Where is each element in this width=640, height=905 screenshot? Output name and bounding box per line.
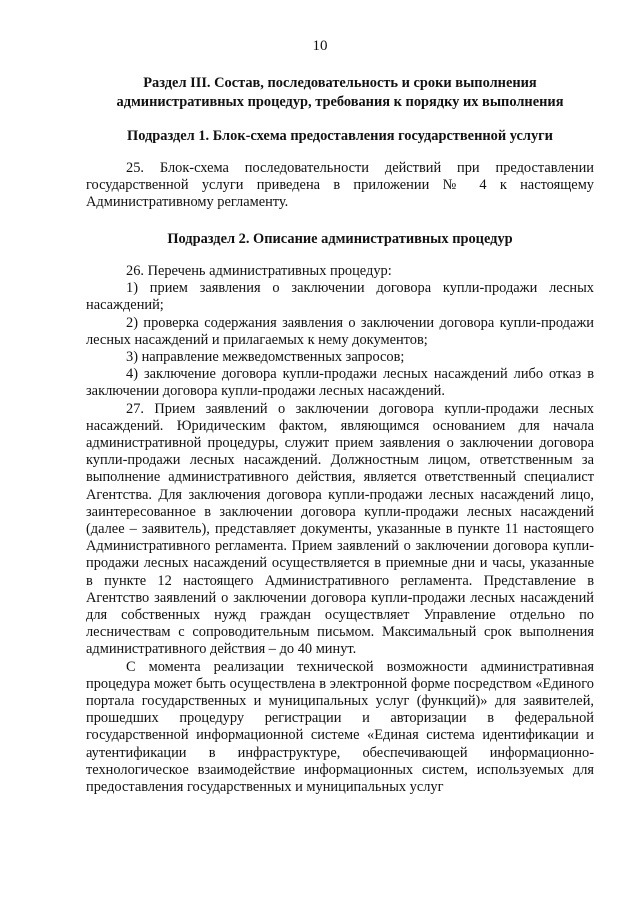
section-heading-line-1: Раздел III. Состав, последовательность и сроки выполнения [143, 75, 537, 91]
subsection-1-heading: Подраздел 1. Блок-схема предоставления государственной услуги [127, 128, 553, 144]
subsection-2-heading: Подраздел 2. Описание административных процедур [167, 231, 513, 247]
main-text-block [86, 263, 594, 796]
list-item: 1) прием заявления о заключении договора купли-продажи лесных насаждений; [86, 280, 594, 314]
paragraph-27: 27. Прием заявлений о заключении договора купли-продажи лесных насаждений. Юридическим фактом, являющимся основанием для начала административной процедуры, служит прием заявления о заключении договора купли-продажи лесных насаждений. Должностным лицом, ответственным за выполнение административного действия, является ответственный специалист Агентства. Для заключения договора купли-продажи лесных насаждений лицо, заинтересованное в заключении договора купли-продажи лесных насаждений (далее – заявитель), представляет документы, указанные в пункте 11 настоящего Административного регламента. Прием заявлений о заключении договора купли-продажи лесных насаждений осуществляется в приемные дни и часы, указанные в пункте 12 настоящего Административного регламента. Представление в Агентство заявлений о заключении договора купли-продажи лесных насаждений для собственных нужд граждан осуществляет Управление отдельно по лесничествам с сопроводительным письмом. Максимальный срок выполнения административного действия – до 40 минут. [86, 400, 594, 658]
list-item: 4) заключение договора купли-продажи лесных насаждений либо отказ в заключении договора купли-продажи лесных насаждений. [86, 366, 594, 400]
paragraph-26-intro: 26. Перечень административных процедур: [126, 263, 392, 279]
section-heading-line-2: административных процедур, требования к порядку их выполнения [116, 94, 564, 110]
page-number: 10 [312, 38, 328, 54]
list-item: 3) направление межведомственных запросов; [126, 349, 405, 366]
list-item: 2) проверка содержания заявления о заключении договора купли-продажи лесных насаждений и прилагаемых к нему документов; [86, 314, 594, 348]
paragraph-25: 25. Блок-схема последовательности действий при предоставлении государственной услуги приведена в приложении № 4 к настоящему Административному регламенту. [86, 160, 594, 211]
section-heading [84, 74, 596, 112]
paragraph-electronic-form: С момента реализации технической возможности административная процедура может быть осуществлена в электронной форме посредством «Единого портала государственных и муниципальных услуг (функций)» для заявителей, прошедших процедуру регистрации и авторизации в федеральной государственной информационной системе «Единая система идентификации и аутентификации в инфраструктуре, обеспечивающей информационно-технологическое взаимодействие информационных систем, используемых для предоставления государственных и муниципальных услуг [86, 658, 594, 796]
paragraph-25-block [86, 160, 594, 212]
